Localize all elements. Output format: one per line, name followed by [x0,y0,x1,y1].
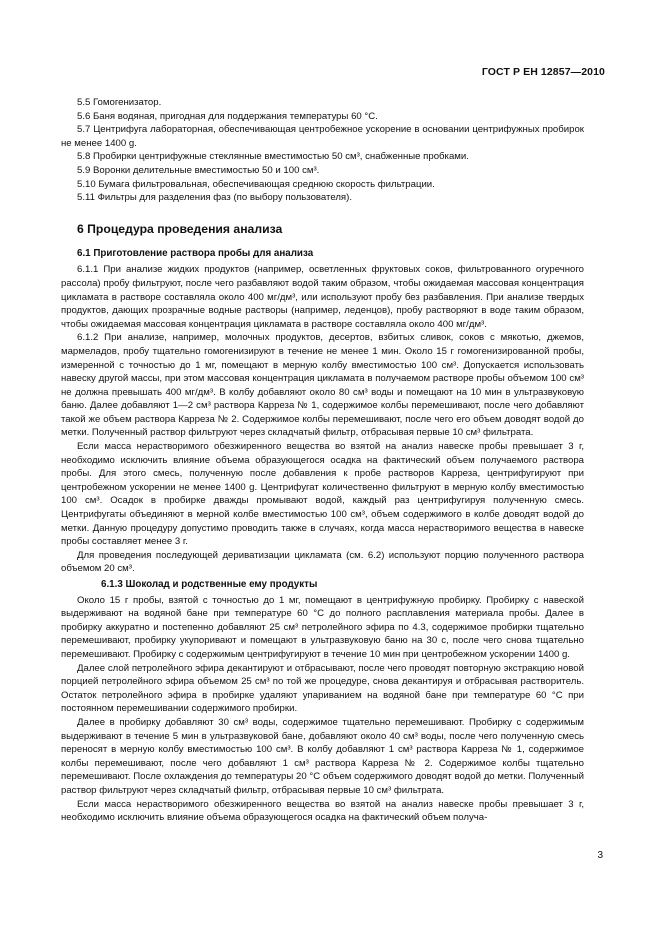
paragraph-chocolate-1: Около 15 г пробы, взятой с точностью до 1 мг, помещают в центрифужную пробирку. Пробирку с навеской выдерживают на водяной бане при температуре 60 °C до полного расплавления материала пробы. Далее в пробирку аккуратно и постепенно добавляют 25 см³ петролейного эфира по 4.3, содержимое пробирки тщательно перемешивают, пробирку укупоривают и помещают в ультразвуковую баню на 30 с, после чего снова тщательно перемешивают. Пробирку с содержимым центрифугируют в течение 10 мин при центробежном ускорении 1400 g. [61,594,584,660]
subsection-heading-6-1-3: 6.1.3 Шоколад и родственные ему продукты [101,579,318,590]
section-heading: 6 Процедура проведения анализа [77,221,283,236]
paragraph-chocolate-2: Далее слой петролейного эфира декантируют и отбрасывают, после чего проводят повторную экстракцию новой порцией петролейного эфира объемом 25 см³ по той же процедуре, снова декантируя и отбрасывая растворитель. Остаток петролейного эфира в пробирке удаляют упариванием на водяной бане при температуре 60 °C при постоянном перемешивании содержимого пробирки. [61,662,584,715]
paragraph-6-1-2-insoluble: Если масса нерастворимого обезжиренного вещества во взятой на анализ навеске пробы превышает 3 г, необходимо исключить влияние объема образующегося осадка на фактический объем получаемого раствора пробы. Для этого смесь, полученную после добавления к пробе растворов Карреза, центрифугируют при центробежном ускорении не менее 1400 g. Центрифугат количественно фильтруют в мерную колбу вместимостью 100 см³. Осадок в пробирке дважды промывают водой, каждый раз центрифугируя полученную смесь. Центрифугаты объединяют в мерной колбе вместимостью 100 см³, объем содержимого в колбе доводят водой до метки. Данную процедуру допустимо проводить также в случаях, когда масса нерастворимого вещества в навеске пробы составляет менее 3 г. [61,441,584,548]
equipment-item: 5.9 Воронки делительные вместимостью 50 и 100 см³. [77,164,320,176]
equipment-item: 5.11 Фильтры для разделения фаз (по выбору пользователя). [77,192,352,204]
paragraph-chocolate-3: Далее в пробирку добавляют 30 см³ воды, содержимое тщательно перемешивают. Пробирку с содержимым выдерживают в течение 5 мин в ультразвуковой бане, добавляют около 40 см³ воды, после чего полученную смесь переносят в мерную колбу вместимостью 100 см³. В колбу добавляют 1 см³ раствора Карреза № 1, содержимое колбы перемешивают, после чего добавляют 1 см³ раствора Карреза № 2. Содержимое колбы тщательно перемешивают. После охлаждения до температуры 20 °C объем содержимого доводят водой до метки. Полученный раствор фильтруют через складчатый фильтр, отбрасывая первые 10 см³ фильтрата. [61,716,584,796]
equipment-item: 5.8 Пробирки центрифужные стеклянные вместимостью 50 см³, снабженные пробками. [77,151,469,163]
paragraph-6-1-2: 6.1.2 При анализе, например, молочных продуктов, десертов, взбитых сливок, соков с мякотью, джемов, мармеладов, пробу тщательно гомогенизируют в течение не менее 1 мин. Около 15 г гомогенизированной пробы, измеренной с точностью до 1 мг, помещают в мерную колбу вместимостью 100 см³. Допускается использовать навеску другой массы, при этом массовая концентрация цикламата в получаемом растворе пробы объемом 100 см³ не должна превышать 400 мг/дм³. В колбу добавляют около 80 см³ воды и помещают на 10 мин в ультразвуковую баню. Далее добавляют 1—2 см³ раствора Карреза № 1, содержимое колбы перемешивают, после чего добавляют такой же объем раствора Карреза № 2. Содержимое колбы перемешивают, после чего его объем доводят водой до метки. Полученный раствор фильтруют через складчатый фильтр, отбрасывая первые 10 см³ фильтрата. [61,332,584,439]
equipment-item: 5.6 Баня водяная, пригодная для поддержания температуры 60 °C. [77,110,378,122]
page-number: 3 [597,850,603,861]
subsection-heading: 6.1 Приготовление раствора пробы для анализа [77,247,314,259]
paragraph-6-1-2-derivatization: Для проведения последующей дериватизации цикламата (см. 6.2) используют порцию полученного раствора объемом 20 см³. [61,549,584,575]
equipment-item: 5.7 Центрифуга лабораторная, обеспечивающая центробежное ускорение в основании центрифужных пробирок не менее 1400 g. [61,124,584,149]
equipment-item: 5.10 Бумага фильтровальная, обеспечивающая среднюю скорость фильтрации. [77,178,435,190]
equipment-list [61,96,584,205]
equipment-item: 5.5 Гомогенизатор. [77,97,162,108]
paragraph-chocolate-4: Если масса нерастворимого обезжиренного вещества во взятой на анализ навеске пробы превышает 3 г, необходимо исключить влияние объема образующегося осадка на фактический объем получа- [61,798,584,824]
document-body [61,96,584,825]
paragraph-6-1-1: 6.1.1 При анализе жидких продуктов (например, осветленных фруктовых соков, фильтрованного огуречного рассола) пробу фильтруют, после чего разбавляют водой таким образом, чтобы ожидаемая массовая концентрация цикламата в растворе составляла около 400 мг/дм³, или используют пробу без разбавления. При анализе твердых продуктов, дающих прозрачные водные растворы (например, леденцов), пробу растворяют в воде таким образом, чтобы ожидаемая массовая концентрация цикламата в растворе составляла около 400 мг/дм³. [61,264,584,330]
document-code-header: ГОСТ Р ЕН 12857—2010 [481,66,605,78]
